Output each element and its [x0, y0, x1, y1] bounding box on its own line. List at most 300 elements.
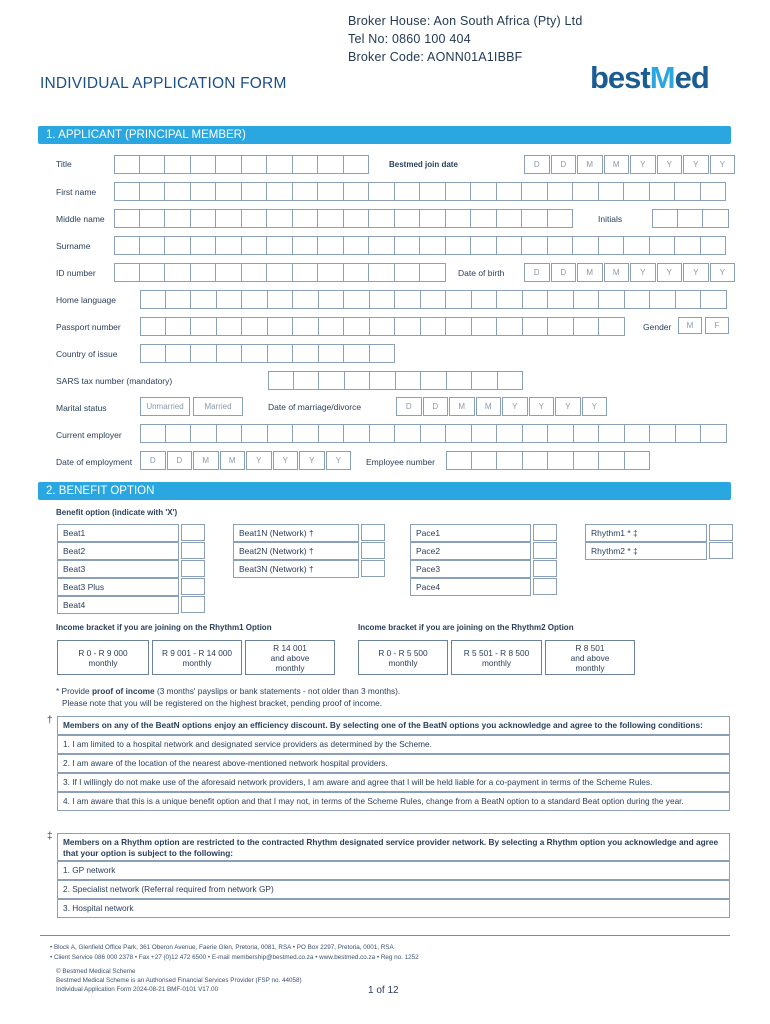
- input-cell[interactable]: [114, 236, 140, 255]
- input-cell[interactable]: [497, 290, 523, 309]
- input-cell[interactable]: [267, 263, 293, 282]
- input-cell[interactable]: [216, 236, 242, 255]
- input-cell[interactable]: [293, 236, 319, 255]
- input-cell[interactable]: [267, 155, 293, 174]
- employer-label: Current employer: [56, 430, 122, 440]
- input-cell[interactable]: [191, 290, 217, 309]
- input-cell[interactable]: [191, 155, 217, 174]
- input-cell[interactable]: [497, 317, 523, 336]
- employee-number-field[interactable]: [446, 451, 650, 470]
- date-cell[interactable]: M: [604, 263, 630, 282]
- input-cell[interactable]: [625, 424, 651, 443]
- input-cell[interactable]: [140, 424, 166, 443]
- input-cell[interactable]: [293, 155, 319, 174]
- input-cell[interactable]: [472, 424, 498, 443]
- employment-date-label: Date of employment: [56, 457, 133, 467]
- passport-field[interactable]: [140, 317, 625, 336]
- input-cell[interactable]: [573, 182, 599, 201]
- input-cell[interactable]: [344, 424, 370, 443]
- checkbox-beat4[interactable]: [181, 596, 205, 613]
- join-date-field[interactable]: [524, 155, 736, 174]
- input-cell[interactable]: [318, 263, 344, 282]
- title-field[interactable]: [114, 155, 369, 174]
- input-cell[interactable]: [140, 263, 166, 282]
- rhythm1-bracket-3[interactable]: [245, 640, 335, 675]
- input-cell[interactable]: [701, 236, 727, 255]
- input-cell[interactable]: [268, 317, 294, 336]
- first-name-label: First name: [56, 187, 97, 197]
- date-cell[interactable]: D: [524, 155, 550, 174]
- input-cell[interactable]: [497, 451, 523, 470]
- date-cell[interactable]: Y: [502, 397, 528, 416]
- input-cell[interactable]: [396, 371, 422, 390]
- input-cell[interactable]: [370, 344, 396, 363]
- rhythm1-bracket-3-range: R 14 001: [273, 642, 307, 653]
- date-cell[interactable]: M: [476, 397, 502, 416]
- input-cell[interactable]: [420, 209, 446, 228]
- logo-part-m: M: [649, 60, 675, 95]
- date-cell[interactable]: Y: [273, 451, 299, 470]
- input-cell[interactable]: [395, 236, 421, 255]
- input-cell[interactable]: [652, 209, 678, 228]
- input-cell[interactable]: [217, 317, 243, 336]
- beatn-heading: Members on any of the BeatN options enjoy an efficiency discount. By selecting one of the BeatN options you acknowledge and agree to the following conditions:: [57, 716, 730, 735]
- checkbox-pace1[interactable]: [533, 524, 557, 541]
- input-cell[interactable]: [217, 344, 243, 363]
- option-beat1n: Beat1N (Network) †: [233, 524, 359, 542]
- proof-note-bold: proof of income: [91, 686, 155, 696]
- title-label: Title: [56, 159, 72, 169]
- input-cell[interactable]: [548, 236, 574, 255]
- date-cell[interactable]: D: [396, 397, 422, 416]
- input-cell[interactable]: [599, 424, 625, 443]
- input-cell[interactable]: [446, 451, 472, 470]
- dagger-symbol: †: [47, 715, 53, 726]
- input-cell[interactable]: [446, 317, 472, 336]
- input-cell[interactable]: [216, 209, 242, 228]
- input-cell[interactable]: [395, 263, 421, 282]
- input-cell[interactable]: [293, 182, 319, 201]
- input-cell[interactable]: [497, 236, 523, 255]
- input-cell[interactable]: [216, 155, 242, 174]
- checkbox-beat2[interactable]: [181, 542, 205, 559]
- input-cell[interactable]: [242, 236, 268, 255]
- input-cell[interactable]: [446, 236, 472, 255]
- date-cell[interactable]: D: [524, 263, 550, 282]
- input-cell[interactable]: [676, 424, 702, 443]
- id-number-field[interactable]: [114, 263, 446, 282]
- input-cell[interactable]: [497, 182, 523, 201]
- rhythm2-bracket-2[interactable]: [451, 640, 542, 675]
- input-cell[interactable]: [599, 290, 625, 309]
- input-cell[interactable]: [420, 236, 446, 255]
- checkbox-beat3[interactable]: [181, 560, 205, 577]
- input-cell[interactable]: [217, 424, 243, 443]
- input-cell[interactable]: [191, 182, 217, 201]
- date-cell[interactable]: Y: [710, 263, 736, 282]
- date-cell[interactable]: M: [604, 155, 630, 174]
- input-cell[interactable]: [421, 290, 447, 309]
- home-language-field[interactable]: [140, 290, 727, 309]
- first-name-field[interactable]: [114, 182, 726, 201]
- home-language-label: Home language: [56, 295, 117, 305]
- input-cell[interactable]: [140, 344, 166, 363]
- marital-unmarried-option[interactable]: Unmarried: [140, 397, 190, 416]
- input-cell[interactable]: [242, 182, 268, 201]
- input-cell[interactable]: [548, 451, 574, 470]
- input-cell[interactable]: [114, 263, 140, 282]
- input-cell[interactable]: [420, 263, 446, 282]
- employer-field[interactable]: [140, 424, 727, 443]
- input-cell[interactable]: [293, 424, 319, 443]
- input-cell[interactable]: [267, 236, 293, 255]
- date-cell[interactable]: Y: [529, 397, 555, 416]
- checkbox-beat3-plus[interactable]: [181, 578, 205, 595]
- input-cell[interactable]: [242, 155, 268, 174]
- date-cell[interactable]: Y: [683, 155, 709, 174]
- date-cell[interactable]: Y: [710, 155, 736, 174]
- input-cell[interactable]: [268, 424, 294, 443]
- input-cell[interactable]: [191, 344, 217, 363]
- input-cell[interactable]: [344, 290, 370, 309]
- input-cell[interactable]: [421, 371, 447, 390]
- input-cell[interactable]: [242, 317, 268, 336]
- input-cell[interactable]: [446, 290, 472, 309]
- input-cell[interactable]: [420, 182, 446, 201]
- input-cell[interactable]: [242, 344, 268, 363]
- input-cell[interactable]: [421, 317, 447, 336]
- input-cell[interactable]: [548, 182, 574, 201]
- rhythm1-income-heading: Income bracket if you are joining on the Rhythm1 Option: [56, 623, 272, 632]
- input-cell[interactable]: [678, 209, 704, 228]
- input-cell[interactable]: [140, 317, 166, 336]
- input-cell[interactable]: [574, 451, 600, 470]
- middle-name-field[interactable]: [114, 209, 573, 228]
- date-cell[interactable]: D: [551, 263, 577, 282]
- input-cell[interactable]: [293, 263, 319, 282]
- rhythm2-bracket-3[interactable]: [545, 640, 635, 675]
- input-cell[interactable]: [395, 290, 421, 309]
- input-cell[interactable]: [701, 424, 727, 443]
- input-cell[interactable]: [447, 371, 473, 390]
- input-cell[interactable]: [242, 209, 268, 228]
- input-cell[interactable]: [268, 344, 294, 363]
- passport-label: Passport number: [56, 322, 121, 332]
- input-cell[interactable]: [676, 290, 702, 309]
- input-cell[interactable]: [523, 451, 549, 470]
- input-cell[interactable]: [318, 209, 344, 228]
- input-cell[interactable]: [293, 290, 319, 309]
- input-cell[interactable]: [166, 344, 192, 363]
- input-cell[interactable]: [140, 182, 166, 201]
- checkbox-beat3n[interactable]: [361, 560, 385, 577]
- broker-code: Broker Code: AONN01A1IBBF: [348, 50, 523, 64]
- checkbox-pace4[interactable]: [533, 578, 557, 595]
- input-cell[interactable]: [446, 424, 472, 443]
- input-cell[interactable]: [471, 182, 497, 201]
- input-cell[interactable]: [165, 182, 191, 201]
- input-cell[interactable]: [548, 317, 574, 336]
- date-cell[interactable]: Y: [657, 263, 683, 282]
- input-cell[interactable]: [344, 182, 370, 201]
- date-cell[interactable]: Y: [582, 397, 608, 416]
- checkbox-beat1n[interactable]: [361, 524, 385, 541]
- date-cell[interactable]: D: [140, 451, 166, 470]
- input-cell[interactable]: [522, 236, 548, 255]
- option-rhythm1: Rhythm1 * ‡: [585, 524, 707, 542]
- input-cell[interactable]: [523, 424, 549, 443]
- input-cell[interactable]: [216, 182, 242, 201]
- form-title: INDIVIDUAL APPLICATION FORM: [40, 75, 287, 92]
- date-cell[interactable]: Y: [630, 263, 656, 282]
- input-cell[interactable]: [369, 209, 395, 228]
- footer-fsp: Bestmed Medical Scheme is an Authorised Financial Services Provider (FSP no. 44058): [56, 977, 302, 984]
- input-cell[interactable]: [548, 209, 574, 228]
- marriage-date-field[interactable]: [396, 397, 608, 416]
- input-cell[interactable]: [574, 424, 600, 443]
- option-pace2: Pace2: [410, 542, 531, 560]
- input-cell[interactable]: [319, 371, 345, 390]
- input-cell[interactable]: [703, 209, 729, 228]
- marriage-date-label: Date of marriage/divorce: [268, 402, 362, 412]
- input-cell[interactable]: [166, 317, 192, 336]
- date-cell[interactable]: Y: [657, 155, 683, 174]
- input-cell[interactable]: [370, 290, 396, 309]
- surname-label: Surname: [56, 241, 91, 251]
- input-cell[interactable]: [675, 236, 701, 255]
- input-cell[interactable]: [344, 209, 370, 228]
- input-cell[interactable]: [242, 290, 268, 309]
- input-cell[interactable]: [421, 424, 447, 443]
- option-beat2: Beat2: [57, 542, 179, 560]
- input-cell[interactable]: [369, 263, 395, 282]
- option-beat2n: Beat2N (Network) †: [233, 542, 359, 560]
- dob-field[interactable]: [524, 263, 736, 282]
- input-cell[interactable]: [599, 317, 625, 336]
- input-cell[interactable]: [140, 209, 166, 228]
- surname-field[interactable]: [114, 236, 726, 255]
- rhythm1-bracket-1-range: R 0 - R 9 000: [78, 647, 128, 658]
- date-cell[interactable]: D: [167, 451, 193, 470]
- input-cell[interactable]: [242, 263, 268, 282]
- input-cell[interactable]: [472, 371, 498, 390]
- input-cell[interactable]: [523, 290, 549, 309]
- date-cell[interactable]: Y: [326, 451, 352, 470]
- checkbox-beat1[interactable]: [181, 524, 205, 541]
- input-cell[interactable]: [293, 209, 319, 228]
- input-cell[interactable]: [319, 424, 345, 443]
- input-cell[interactable]: [599, 182, 625, 201]
- date-cell[interactable]: Y: [299, 451, 325, 470]
- input-cell[interactable]: [242, 424, 268, 443]
- logo-part-best: best: [590, 60, 650, 95]
- beatn-condition-3: 3. If I willingly do not make use of the aforesaid network providers, I am aware and agree that I will be held liable for a co-payment in terms of the Scheme Rules.: [57, 773, 730, 792]
- input-cell[interactable]: [345, 371, 371, 390]
- input-cell[interactable]: [370, 424, 396, 443]
- option-beat3n: Beat3N (Network) †: [233, 560, 359, 578]
- input-cell[interactable]: [140, 290, 166, 309]
- input-cell[interactable]: [574, 290, 600, 309]
- input-cell[interactable]: [165, 155, 191, 174]
- rhythm2-bracket-3-period: monthly: [575, 662, 605, 673]
- input-cell[interactable]: [318, 182, 344, 201]
- input-cell[interactable]: [497, 209, 523, 228]
- country-label: Country of issue: [56, 349, 118, 359]
- checkbox-pace3[interactable]: [533, 560, 557, 577]
- date-cell[interactable]: Y: [630, 155, 656, 174]
- input-cell[interactable]: [573, 236, 599, 255]
- date-cell[interactable]: M: [577, 263, 603, 282]
- rhythm2-bracket-1-period: monthly: [388, 657, 418, 668]
- input-cell[interactable]: [574, 317, 600, 336]
- input-cell[interactable]: [319, 344, 345, 363]
- input-cell[interactable]: [369, 236, 395, 255]
- rhythm2-income-heading: Income bracket if you are joining on the Rhythm2 Option: [358, 623, 574, 632]
- input-cell[interactable]: [165, 209, 191, 228]
- input-cell[interactable]: [268, 371, 294, 390]
- employment-date-field[interactable]: [140, 451, 352, 470]
- input-cell[interactable]: [370, 371, 396, 390]
- input-cell[interactable]: [165, 263, 191, 282]
- input-cell[interactable]: [446, 209, 472, 228]
- beatn-condition-1: 1. I am limited to a hospital network and designated service providers as determined by the Scheme.: [57, 735, 730, 754]
- input-cell[interactable]: [344, 317, 370, 336]
- input-cell[interactable]: [216, 263, 242, 282]
- input-cell[interactable]: [522, 182, 548, 201]
- rhythm1-bracket-1[interactable]: [57, 640, 149, 675]
- input-cell[interactable]: [344, 263, 370, 282]
- input-cell[interactable]: [497, 424, 523, 443]
- input-cell[interactable]: [191, 424, 217, 443]
- input-cell[interactable]: [114, 155, 140, 174]
- input-cell[interactable]: [472, 290, 498, 309]
- input-cell[interactable]: [599, 236, 625, 255]
- rhythm2-bracket-2-range: R 5 501 - R 8 500: [463, 647, 530, 658]
- input-cell[interactable]: [191, 209, 217, 228]
- gender-female-option[interactable]: F: [705, 317, 729, 334]
- input-cell[interactable]: [650, 182, 676, 201]
- input-cell[interactable]: [523, 317, 549, 336]
- input-cell[interactable]: [650, 236, 676, 255]
- input-cell[interactable]: [166, 424, 192, 443]
- input-cell[interactable]: [370, 317, 396, 336]
- input-cell[interactable]: [319, 290, 345, 309]
- input-cell[interactable]: [217, 290, 243, 309]
- date-cell[interactable]: Y: [683, 263, 709, 282]
- input-cell[interactable]: [650, 290, 676, 309]
- checkbox-rhythm2[interactable]: [709, 542, 733, 559]
- input-cell[interactable]: [625, 290, 651, 309]
- country-field[interactable]: [140, 344, 395, 363]
- rhythm2-bracket-1-range: R 0 - R 5 500: [378, 647, 428, 658]
- section-benefit-header: 2. BENEFIT OPTION: [38, 482, 731, 500]
- input-cell[interactable]: [344, 344, 370, 363]
- date-cell[interactable]: M: [449, 397, 475, 416]
- input-cell[interactable]: [165, 236, 191, 255]
- rhythm-heading-line2: that your option is subject to the following:: [63, 848, 234, 858]
- middle-name-label: Middle name: [56, 214, 105, 224]
- input-cell[interactable]: [191, 317, 217, 336]
- input-cell[interactable]: [395, 209, 421, 228]
- input-cell[interactable]: [114, 182, 140, 201]
- date-cell[interactable]: Y: [246, 451, 272, 470]
- input-cell[interactable]: [268, 290, 294, 309]
- rhythm1-bracket-3-period: monthly: [275, 662, 305, 673]
- input-cell[interactable]: [166, 290, 192, 309]
- input-cell[interactable]: [114, 209, 140, 228]
- input-cell[interactable]: [472, 317, 498, 336]
- input-cell[interactable]: [369, 182, 395, 201]
- date-cell[interactable]: M: [220, 451, 246, 470]
- input-cell[interactable]: [395, 424, 421, 443]
- input-cell[interactable]: [624, 236, 650, 255]
- input-cell[interactable]: [191, 263, 217, 282]
- input-cell[interactable]: [471, 236, 497, 255]
- date-cell[interactable]: D: [551, 155, 577, 174]
- input-cell[interactable]: [599, 451, 625, 470]
- input-cell[interactable]: [675, 182, 701, 201]
- input-cell[interactable]: [344, 236, 370, 255]
- date-cell[interactable]: M: [577, 155, 603, 174]
- input-cell[interactable]: [548, 290, 574, 309]
- rhythm1-bracket-2-range: R 9 001 - R 14 000: [161, 647, 233, 658]
- checkbox-pace2[interactable]: [533, 542, 557, 559]
- input-cell[interactable]: [293, 317, 319, 336]
- input-cell[interactable]: [319, 317, 345, 336]
- input-cell[interactable]: [624, 182, 650, 201]
- input-cell[interactable]: [318, 155, 344, 174]
- rhythm2-bracket-1[interactable]: [358, 640, 448, 675]
- input-cell[interactable]: [498, 371, 524, 390]
- input-cell[interactable]: [625, 451, 651, 470]
- input-cell[interactable]: [140, 155, 166, 174]
- date-cell[interactable]: D: [423, 397, 449, 416]
- option-beat4: Beat4: [57, 596, 179, 614]
- input-cell[interactable]: [701, 290, 727, 309]
- input-cell[interactable]: [191, 236, 217, 255]
- input-cell[interactable]: [294, 371, 320, 390]
- id-number-label: ID number: [56, 268, 96, 278]
- marital-married-option[interactable]: Married: [193, 397, 243, 416]
- initials-field[interactable]: [652, 209, 729, 228]
- input-cell[interactable]: [293, 344, 319, 363]
- rhythm1-bracket-2-period: monthly: [182, 657, 212, 668]
- input-cell[interactable]: [650, 424, 676, 443]
- input-cell[interactable]: [267, 182, 293, 201]
- input-cell[interactable]: [548, 424, 574, 443]
- gender-male-option[interactable]: M: [678, 317, 702, 334]
- input-cell[interactable]: [140, 236, 166, 255]
- input-cell[interactable]: [395, 182, 421, 201]
- input-cell[interactable]: [472, 451, 498, 470]
- input-cell[interactable]: [395, 317, 421, 336]
- date-cell[interactable]: Y: [555, 397, 581, 416]
- rhythm1-bracket-2[interactable]: [152, 640, 242, 675]
- sars-field[interactable]: [268, 371, 523, 390]
- input-cell[interactable]: [446, 182, 472, 201]
- input-cell[interactable]: [318, 236, 344, 255]
- option-pace1: Pace1: [410, 524, 531, 542]
- checkbox-beat2n[interactable]: [361, 542, 385, 559]
- checkbox-rhythm1[interactable]: [709, 524, 733, 541]
- bestmed-logo: [590, 60, 709, 96]
- input-cell[interactable]: [267, 209, 293, 228]
- input-cell[interactable]: [344, 155, 370, 174]
- input-cell[interactable]: [522, 209, 548, 228]
- input-cell[interactable]: [471, 209, 497, 228]
- date-cell[interactable]: M: [193, 451, 219, 470]
- input-cell[interactable]: [701, 182, 727, 201]
